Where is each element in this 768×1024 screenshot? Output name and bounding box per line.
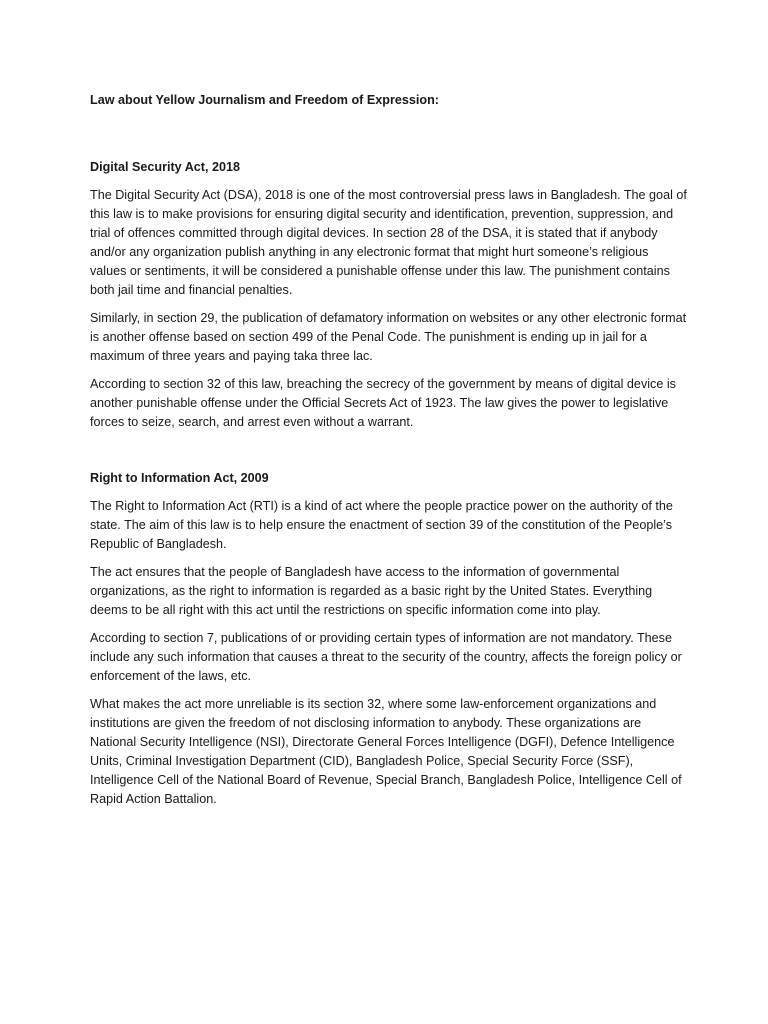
section-digital-security-act (90, 158, 688, 432)
section-heading: Right to Information Act, 2009 (90, 471, 269, 485)
paragraph: The act ensures that the people of Bangladesh have access to the information of governmental organizations, as the right to information is regarded as a basic right by the United States. Everything deems to be all right with this act until the restrictions on specific information come into play. (90, 565, 653, 617)
paragraph: The Digital Security Act (DSA), 2018 is one of the most controversial press laws in Bangladesh. The goal of this law is to make provisions for ensuring digital security and identification, prevention, suppression, and trial of offences committed through digital devices. In section 28 of the DSA, it is stated that if anybody and/or any organization publish anything in any electronic format that might hurt someone’s religious values or sentiments, it will be considered a punishable offense under this law. The punishment contains both jail time and financial penalties. (90, 188, 687, 297)
section-heading: Digital Security Act, 2018 (90, 160, 241, 174)
paragraph: According to section 7, publications of or providing certain types of information are not mandatory. These include any such information that causes a threat to the security of the country, affects the foreign policy or enforcement of the laws, etc. (90, 631, 682, 683)
paragraph: The Right to Information Act (RTI) is a kind of act where the people practice power on the authority of the state. The aim of this law is to help ensure the enactment of section 39 of the constitution of the People’s Republic of Bangladesh. (90, 499, 673, 551)
document-title: Law about Yellow Journalism and Freedom of Expression: (90, 93, 439, 107)
paragraph: What makes the act more unreliable is its section 32, where some law-enforcement organizations and institutions are given the freedom of not disclosing information to anybody. These organizations are National Security Intelligence (NSI), Directorate General Forces Intelligence (DGFI), Defence Intelligence Units, Criminal Investigation Department (CID), Bangladesh Police, Special Security Force (SSF), Intelligence Cell of the National Board of Revenue, Special Branch, Bangladesh Police, Intelligence Cell of Rapid Action Battalion. (90, 697, 682, 806)
paragraph: According to section 32 of this law, breaching the secrecy of the government by means of digital device is another punishable offense under the Official Secrets Act of 1923. The law gives the power to legislative forces to seize, search, and arrest even without a warrant. (90, 377, 676, 429)
paragraph: Similarly, in section 29, the publication of defamatory information on websites or any other electronic format is another offense based on section 499 of the Penal Code. The punishment is ending up in jail for a maximum of three years and paying taka three lac. (90, 311, 687, 363)
section-right-to-information-act (90, 469, 688, 809)
